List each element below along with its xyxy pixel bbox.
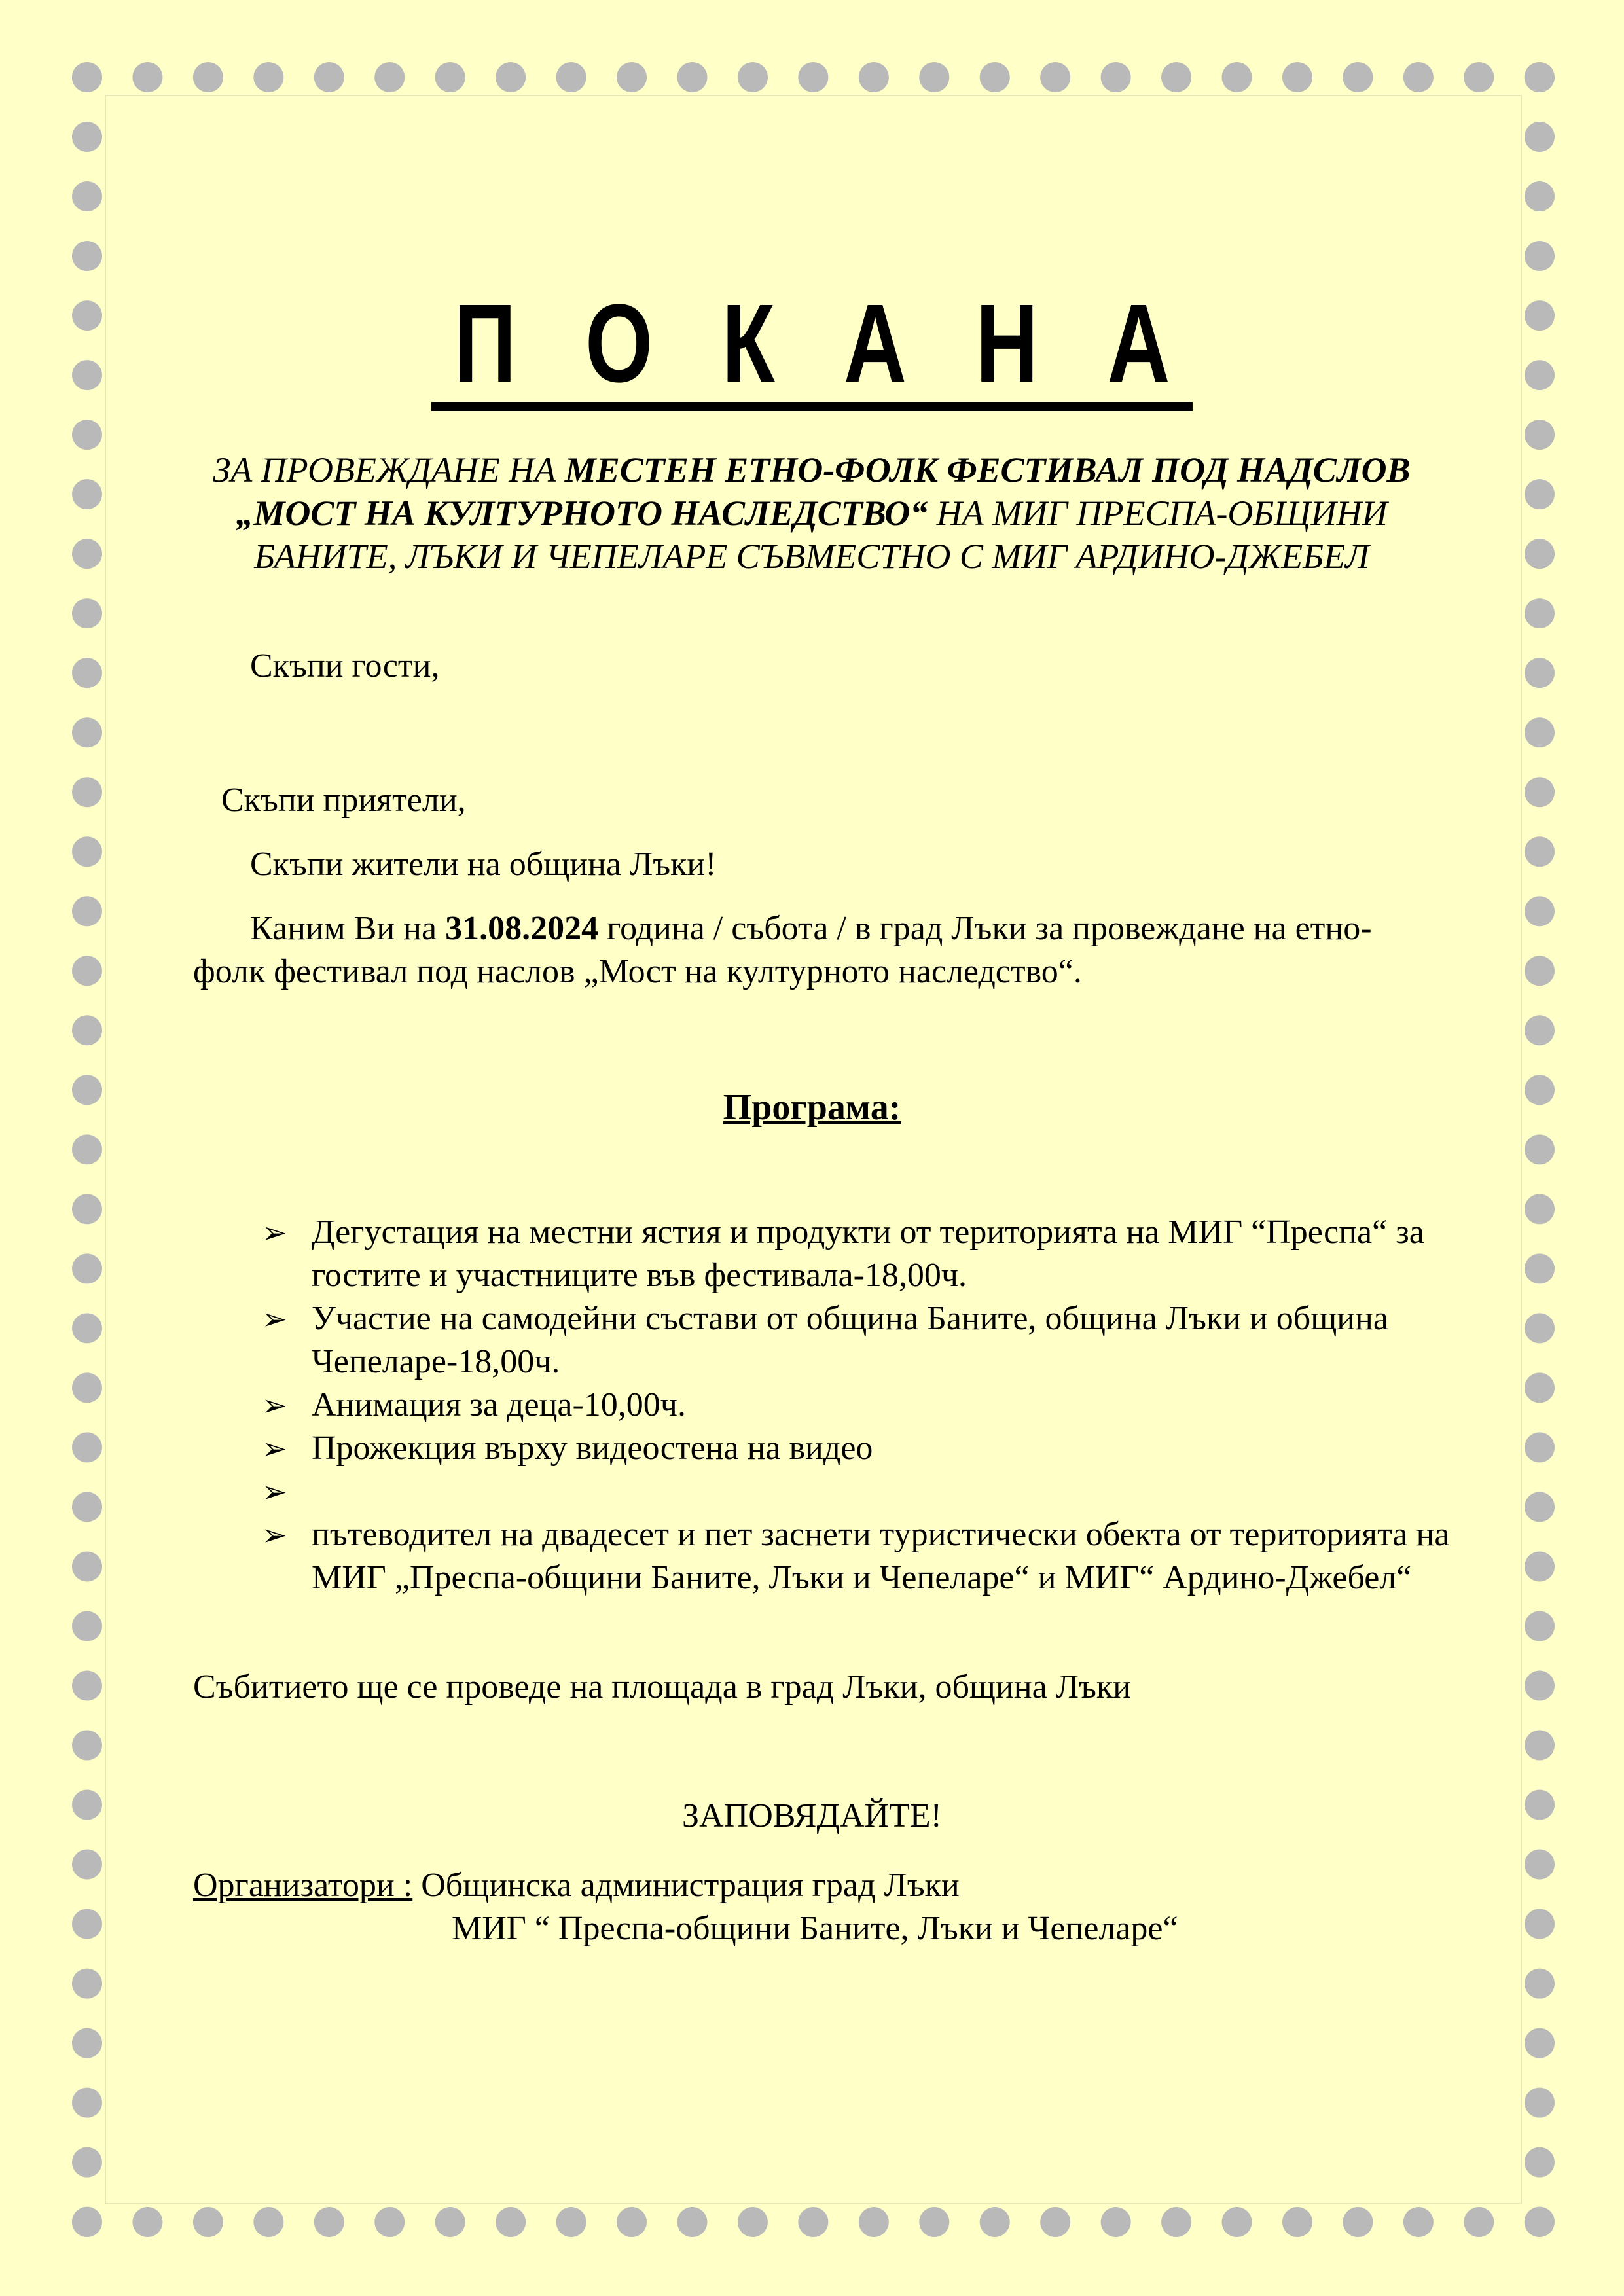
- program-item: [262, 1513, 1466, 1600]
- organizers-line2: МИГ “ Преспа-общини Баните, Лъки и Чепеларе“: [452, 1910, 1178, 1947]
- program-item: [262, 1427, 1466, 1470]
- program-item: [262, 1384, 1466, 1427]
- program-list: [262, 1211, 1466, 1600]
- arrow-bullet-icon: ➢: [262, 1517, 287, 1552]
- program-item-text: Дегустация на местни ястия и продукти от територията на МИГ “Преспа“ за гостите и участниците във фестивала-18,00ч.: [312, 1213, 1424, 1294]
- arrow-bullet-icon: ➢: [262, 1431, 287, 1466]
- arrow-bullet-icon: ➢: [262, 1474, 287, 1509]
- subtitle-part3: НА МИГ ПРЕСПА-ОБЩИНИ БАНИТЕ, ЛЪКИ И ЧЕПЕЛАРЕ СЪВМЕСТНО С МИГ АРДИНО-ДЖЕБЕЛ: [254, 493, 1388, 576]
- program-item-empty: [262, 1470, 1466, 1513]
- program-heading: Програма:: [723, 1087, 901, 1128]
- program-item: [262, 1297, 1466, 1384]
- title-text: П О К А Н А: [431, 288, 1193, 411]
- title: [0, 281, 1624, 411]
- invitation-before: Каним Ви на: [250, 910, 446, 947]
- event-date: 31.08.2024: [445, 910, 599, 947]
- greeting-friends: Скъпи приятели,: [221, 781, 466, 819]
- organizers-label: Организатори :: [193, 1867, 413, 1904]
- subtitle-part1: ЗА ПРОВЕЖДАНЕ НА: [213, 450, 565, 490]
- organizers-line1: [193, 1864, 960, 1907]
- program-item-text: Анимация за деца-10,00ч.: [312, 1386, 686, 1424]
- arrow-bullet-icon: ➢: [262, 1388, 287, 1423]
- closing-text: ЗАПОВЯДАЙТЕ!: [682, 1797, 942, 1835]
- program-item-text: Прожекция върху видеостена на видео: [312, 1429, 873, 1467]
- location-text: Събитието ще се проведе на площада в град Лъки, община Лъки: [193, 1668, 1131, 1706]
- program-item-text: пътеводител на двадесет и пет заснети туристически обекта от територията на МИГ „Преспа-общини Баните, Лъки и Чепеларе“ и МИГ“ Ардино-Джебел“: [312, 1516, 1450, 1596]
- program-item: [262, 1211, 1466, 1297]
- arrow-bullet-icon: ➢: [262, 1301, 287, 1336]
- arrow-bullet-icon: ➢: [262, 1215, 287, 1250]
- subtitle-festival-name: МЕСТЕН ЕТНО-ФОЛК ФЕСТИВАЛ ПОД НАДСЛОВ „МОСТ НА КУЛТУРНОТО НАСЛЕДСТВО“: [236, 450, 1411, 533]
- invitation-paragraph: [193, 907, 1437, 994]
- greeting-guests: Скъпи гости,: [250, 647, 440, 685]
- invitation-after: година / събота / в град Лъки за провеждане на етно-фолк фестивал под наслов „Мост на културното наследство“.: [193, 910, 1372, 990]
- program-item-text: Участие на самодейни състави от община Баните, община Лъки и община Чепеларе-18,00ч.: [312, 1300, 1388, 1380]
- organizer-municipality: Общинска администрация град Лъки: [412, 1867, 960, 1904]
- greeting-residents: Скъпи жители на община Лъки!: [250, 846, 717, 883]
- subtitle: [183, 448, 1440, 578]
